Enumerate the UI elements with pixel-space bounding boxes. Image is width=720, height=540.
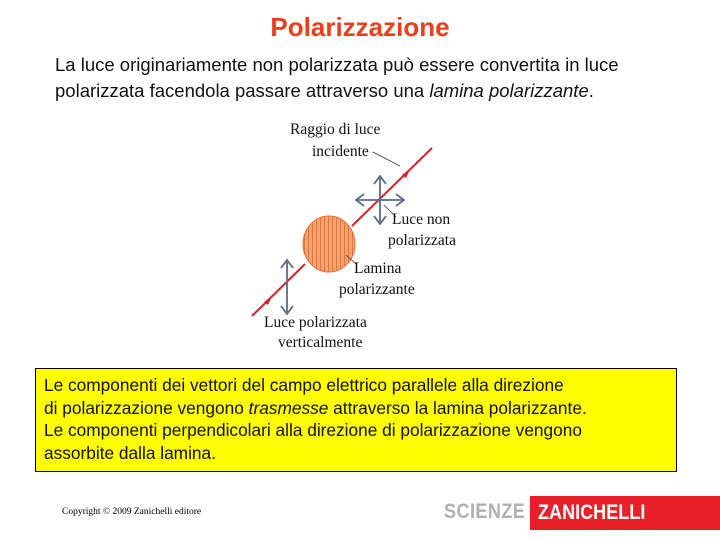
box-term-trasmesse: trasmesse <box>248 397 329 418</box>
explanation-box <box>35 368 677 472</box>
pol-label-line-2: verticalmente <box>278 334 363 351</box>
scienze-logo: SCIENZE <box>444 500 526 523</box>
unpol-label-line-2: polarizzata <box>388 232 456 249</box>
box-line-4: assorbite dalla lamina. <box>44 442 216 463</box>
intro-term-lamina: lamina polarizzante <box>429 80 589 101</box>
polarizing-lamina <box>303 216 355 272</box>
intro-line-1: La luce originariamente non polarizzata può essere convertita in luce <box>55 54 619 75</box>
slide-title: Polarizzazione <box>270 12 450 42</box>
ray-label-line-1: Raggio di luce <box>290 121 381 138</box>
box-line-2-end: attraverso la lamina polarizzante. <box>328 397 587 418</box>
pol-label-line-1: Luce polarizzata <box>264 314 367 331</box>
intro-line-2-text: polarizzata facendola passare attraverso una <box>55 80 430 101</box>
box-line-2-text: di polarizzazione vengono <box>44 397 249 418</box>
ray-label-line-2: incidente <box>312 143 369 160</box>
zanichelli-logo <box>530 496 720 530</box>
ray-label-pointer <box>373 152 400 166</box>
lamina-label-line-1: Lamina <box>354 260 402 277</box>
box-line-2 <box>44 397 668 420</box>
intro-line-2-end: . <box>588 80 594 101</box>
copyright-notice: Copyright © 2009 Zanichelli editore <box>62 507 202 517</box>
zanichelli-logo-text: ZANICHELLI <box>538 501 646 524</box>
box-line-1: Le componenti dei vettori del campo elettrico parallele alla direzione <box>44 375 564 395</box>
lamina-label-line-2: polarizzante <box>339 281 415 298</box>
box-line-3: Le componenti perpendicolari alla direzione di polarizzazione vengono <box>44 420 582 440</box>
light-ray-lower <box>252 264 305 316</box>
unpol-label-line-1: Luce non <box>392 211 451 228</box>
